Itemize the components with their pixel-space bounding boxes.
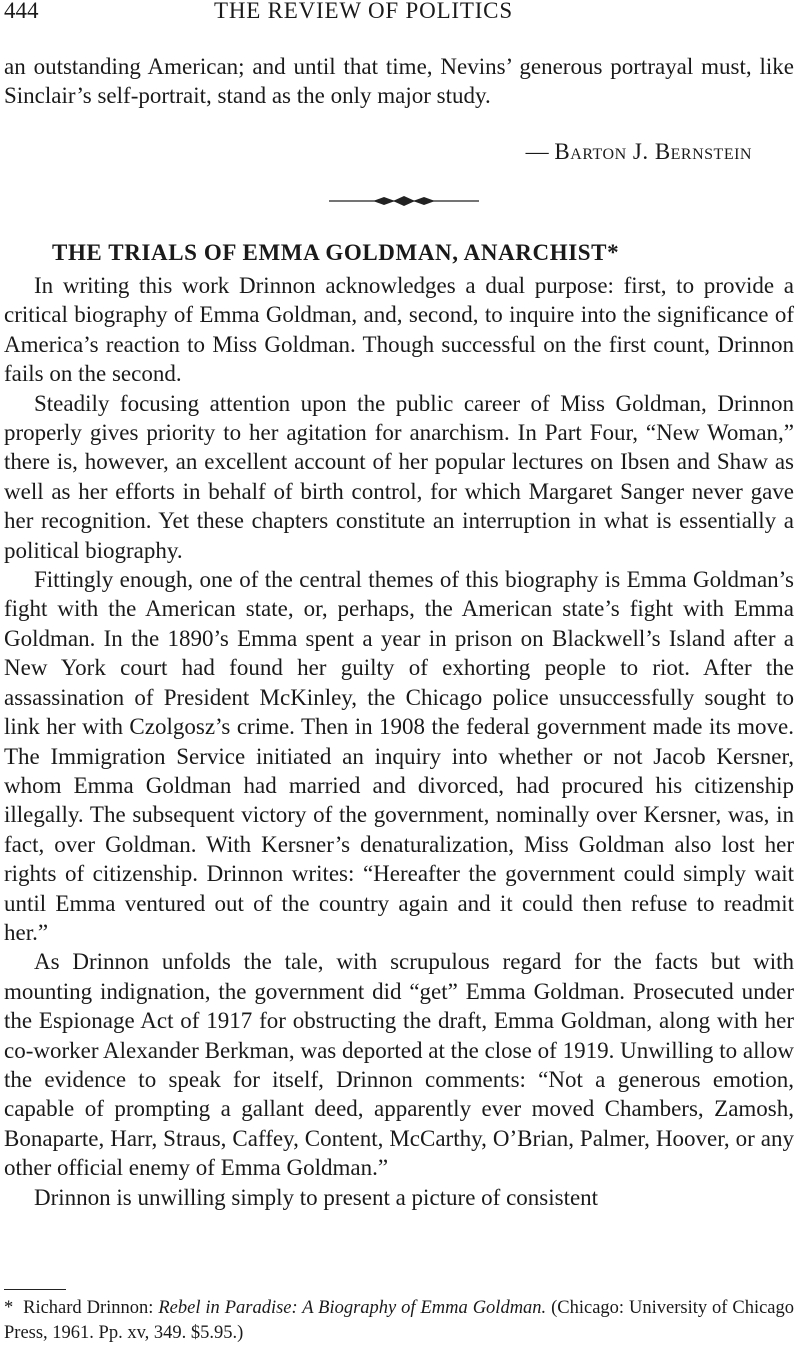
page-number: 444 [4, 0, 39, 23]
review-paragraph-5: Drinnon is unwilling simply to present a picture of consistent [34, 1184, 599, 1210]
review-body [4, 271, 794, 1212]
footnote-book-title: Rebel in Paradise: A Biography of Emma Goldman. [158, 1298, 547, 1318]
signature-dash: — [525, 139, 549, 164]
review-paragraph-4: As Drinnon unfolds the tale, with scrupulous regard for the facts but with mounting indignation, the government did “get” Emma Goldman. Prosecuted under the Espionage Act of 1917 for obstructing the draft, Emma Goldman, along with her co-worker Alexander Berkman, was deported at the close of 1919. Unwilling to allow the evidence to speak for itself, Drinnon comments: “Not a generous emotion, capable of prompting a gallant deed, apparently ever moved Chambers, Zamosh, Bonaparte, Harr, Straus, Caffey, Content, McCarthy, O’Brian, Palmer, Hoover, or any other official enemy of Emma Goldman.” [4, 949, 794, 1181]
footnote-rule [4, 1289, 66, 1290]
continuation-paragraph: an outstanding American; and until that time, Nevins’ generous portrayal must, like Sinclair’s self-portrait, stand as the only major study. [4, 54, 794, 109]
footnote-author: Richard Drinnon: [23, 1298, 154, 1318]
review-paragraph-2: Steadily focusing attention upon the public career of Miss Goldman, Drinnon properly gives priority to her agitation for anarchism. In Part Four, “New Woman,” there is, however, an excellent account of her popular lectures on Ibsen and Shaw as well as her efforts in behalf of birth control, for which Margaret Sanger never gave her recognition. Yet these chapters constitute an interruption in what is essentially a political biography. [4, 390, 794, 563]
running-header [4, 0, 790, 28]
previous-review-ending [4, 52, 794, 111]
section-divider-ornament [329, 193, 479, 209]
reviewer-name: Barton J. Bernstein [554, 139, 752, 164]
footnote [4, 1296, 794, 1346]
running-title: THE REVIEW OF POLITICS [214, 0, 513, 23]
review-paragraph-3: Fittingly enough, one of the central themes of this biography is Emma Goldman’s fight with the American state, or, perhaps, the American state’s fight with Emma Goldman. In the 1890’s Emma spent a year in prison on Blackwell’s Island after a New York court had found her guilty of exhorting people to riot. After the assassination of President McKinley, the Chicago police unsuccessfully sought to link her with Czolgosz’s crime. Then in 1908 the federal government made its move. The Immigration Service initiated an inquiry into whether or not Jacob Kersner, whom Emma Goldman had married and divorced, had procured his citizenship illegally. The subsequent victory of the government, nominally over Kersner, was, in fact, over Goldman. With Kersner’s denaturalization, Miss Goldman also lost her rights of citizenship. Drinnon writes: “Hereafter the government could simply wait until Emma ventured out of the country again and it could then refuse to readmit her.” [4, 567, 794, 945]
review-paragraph-1: In writing this work Drinnon acknowledges a dual purpose: first, to provide a critical biography of Emma Goldman, and, second, to inquire into the significance of America’s reaction to Miss Goldman. Though successful on the first count, Drinnon fails on the second. [4, 273, 794, 387]
footnote-marker: * [4, 1298, 14, 1318]
review-title: THE TRIALS OF EMMA GOLDMAN, ANARCHIST* [52, 240, 620, 265]
reviewer-signature [526, 139, 752, 165]
footnote-publication: (Chicago: University of Chicago Press, 1961. Pp. xv, 349. $5.95.) [4, 1298, 795, 1343]
